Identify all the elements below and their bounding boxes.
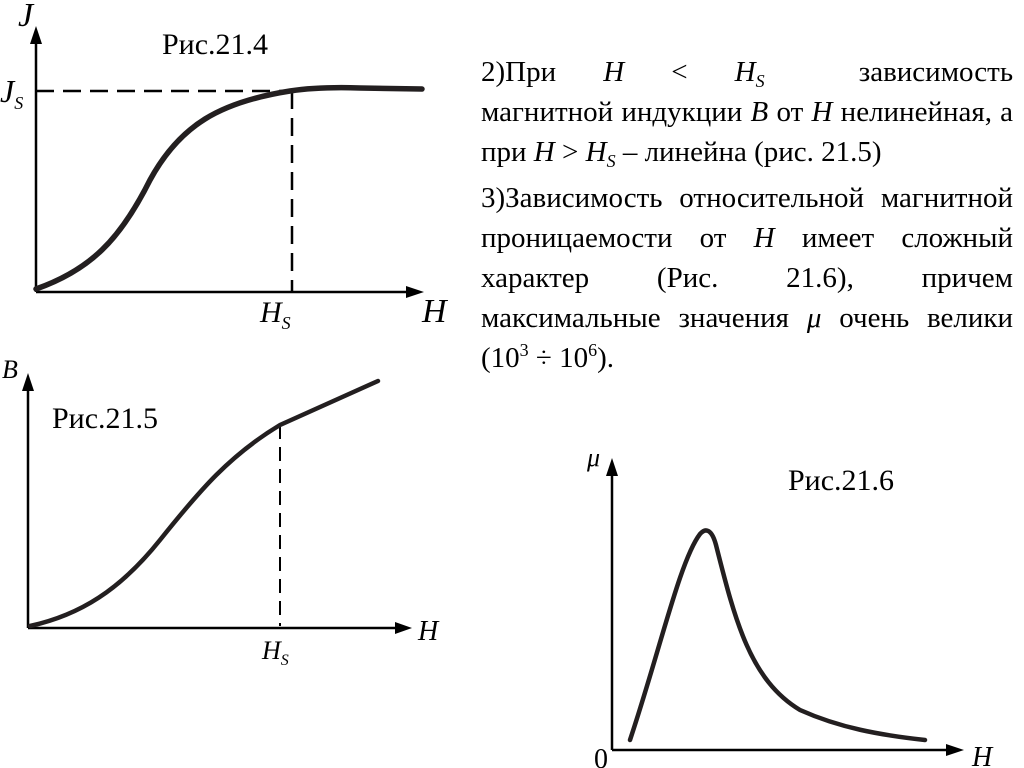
h-axis-3-arrow: [946, 744, 964, 756]
figure-21-4: [0, 0, 449, 333]
figure-21-5: [2, 355, 440, 669]
hs-marker-label: $H_S$: [260, 296, 291, 333]
paragraph-3: 3)Зависимость относительной магнитной проницаемости от H имеет сложный характер (Рис. 21.6), причем максимальные значения μ очень велики $(10^3 \div 10^6)$.: [481, 182, 1014, 374]
figure-21-4-caption: Рис.21.4: [162, 28, 269, 61]
js-marker-label: $J_S$: [0, 73, 24, 113]
mu-axis-arrow: [606, 458, 618, 476]
h-axis-2-label: H: [418, 616, 439, 647]
explanation-text: [481, 52, 1013, 378]
figure-21-6: [586, 443, 994, 768]
mu-axis-label: μ: [587, 443, 601, 472]
h-axis-label: H: [422, 293, 447, 330]
magnetization-curve: [36, 88, 422, 289]
b-axis-label: B: [2, 355, 18, 384]
figure-21-6-caption: Рис.21.6: [788, 464, 895, 497]
j-axis-label: J: [18, 0, 34, 34]
b-axis-arrow: [22, 373, 34, 391]
permeability-curve: [630, 530, 925, 740]
h-axis-2-arrow: [395, 622, 412, 634]
paragraph-2: 2)При H < $H_S$ зависимость магнитной индукции B от H нелинейная, а при $H > H_S$ – линейна (рис. 21.5): [481, 56, 1014, 171]
h-axis-3-label: H: [972, 742, 993, 768]
origin-label: 0: [594, 744, 608, 768]
hs-marker-label-2: $H_S$: [262, 636, 289, 669]
figure-21-5-caption: Рис.21.5: [52, 402, 159, 435]
